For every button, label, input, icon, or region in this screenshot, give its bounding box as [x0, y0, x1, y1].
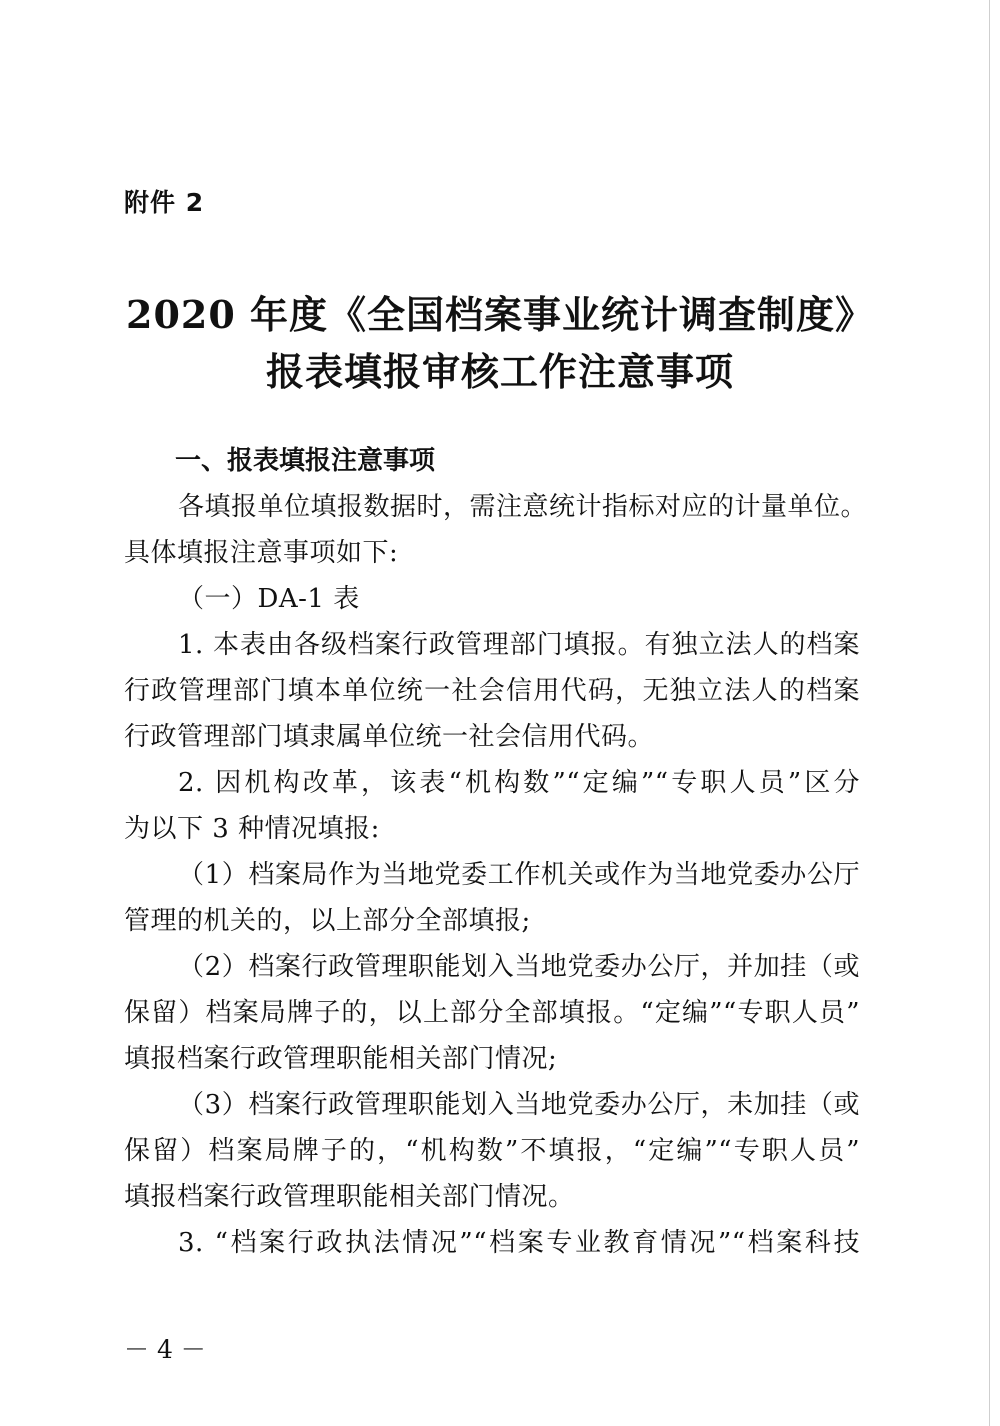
page-number: － 4 －: [124, 1335, 206, 1364]
body-line: 管理的机关的，以上部分全部填报;: [124, 906, 531, 936]
body-line: （1）档案局作为当地党委工作机关或作为当地党委办公厅: [178, 860, 860, 890]
body-line: 具体填报注意事项如下:: [124, 538, 399, 568]
section-heading: 一、报表填报注意事项: [175, 446, 436, 476]
attachment-label: 附件 2: [124, 188, 205, 217]
body-line: （3）档案行政管理职能划入当地党委办公厅，未加挂（或: [178, 1090, 860, 1120]
body-line: 2. 因机构改革，该表“机构数”“定编”“专职人员”区分: [178, 768, 860, 798]
subsection-heading: （一）DA-1 表: [178, 584, 360, 614]
body-line: 行政管理部门填隶属单位统一社会信用代码。: [124, 722, 655, 752]
body-line: 1. 本表由各级档案行政管理部门填报。有独立法人的档案: [178, 630, 860, 660]
body-line: 填报档案行政管理职能相关部门情况;: [124, 1044, 558, 1074]
body-line: 保留）档案局牌子的，以上部分全部填报。“定编”“专职人员”: [124, 998, 860, 1028]
body-line: 各填报单位填报数据时，需注意统计指标对应的计量单位。: [178, 492, 868, 522]
body-line: 保留）档案局牌子的，“机构数”不填报，“定编”“专职人员”: [124, 1136, 860, 1166]
body-line: 3. “档案行政执法情况”“档案专业教育情况”“档案科技: [178, 1228, 860, 1258]
document-title-line-2: 报表填报审核工作注意事项: [265, 349, 734, 394]
body-line: 行政管理部门填本单位统一社会信用代码，无独立法人的档案: [124, 676, 860, 706]
body-line: 填报档案行政管理职能相关部门情况。: [124, 1182, 575, 1212]
scan-edge-line: [989, 0, 990, 1426]
document-title-line-1: 2020 年度《全国档案事业统计调查制度》: [126, 292, 874, 337]
body-line: 为以下 3 种情况填报:: [124, 814, 380, 844]
body-line: （2）档案行政管理职能划入当地党委办公厅，并加挂（或: [178, 952, 860, 982]
